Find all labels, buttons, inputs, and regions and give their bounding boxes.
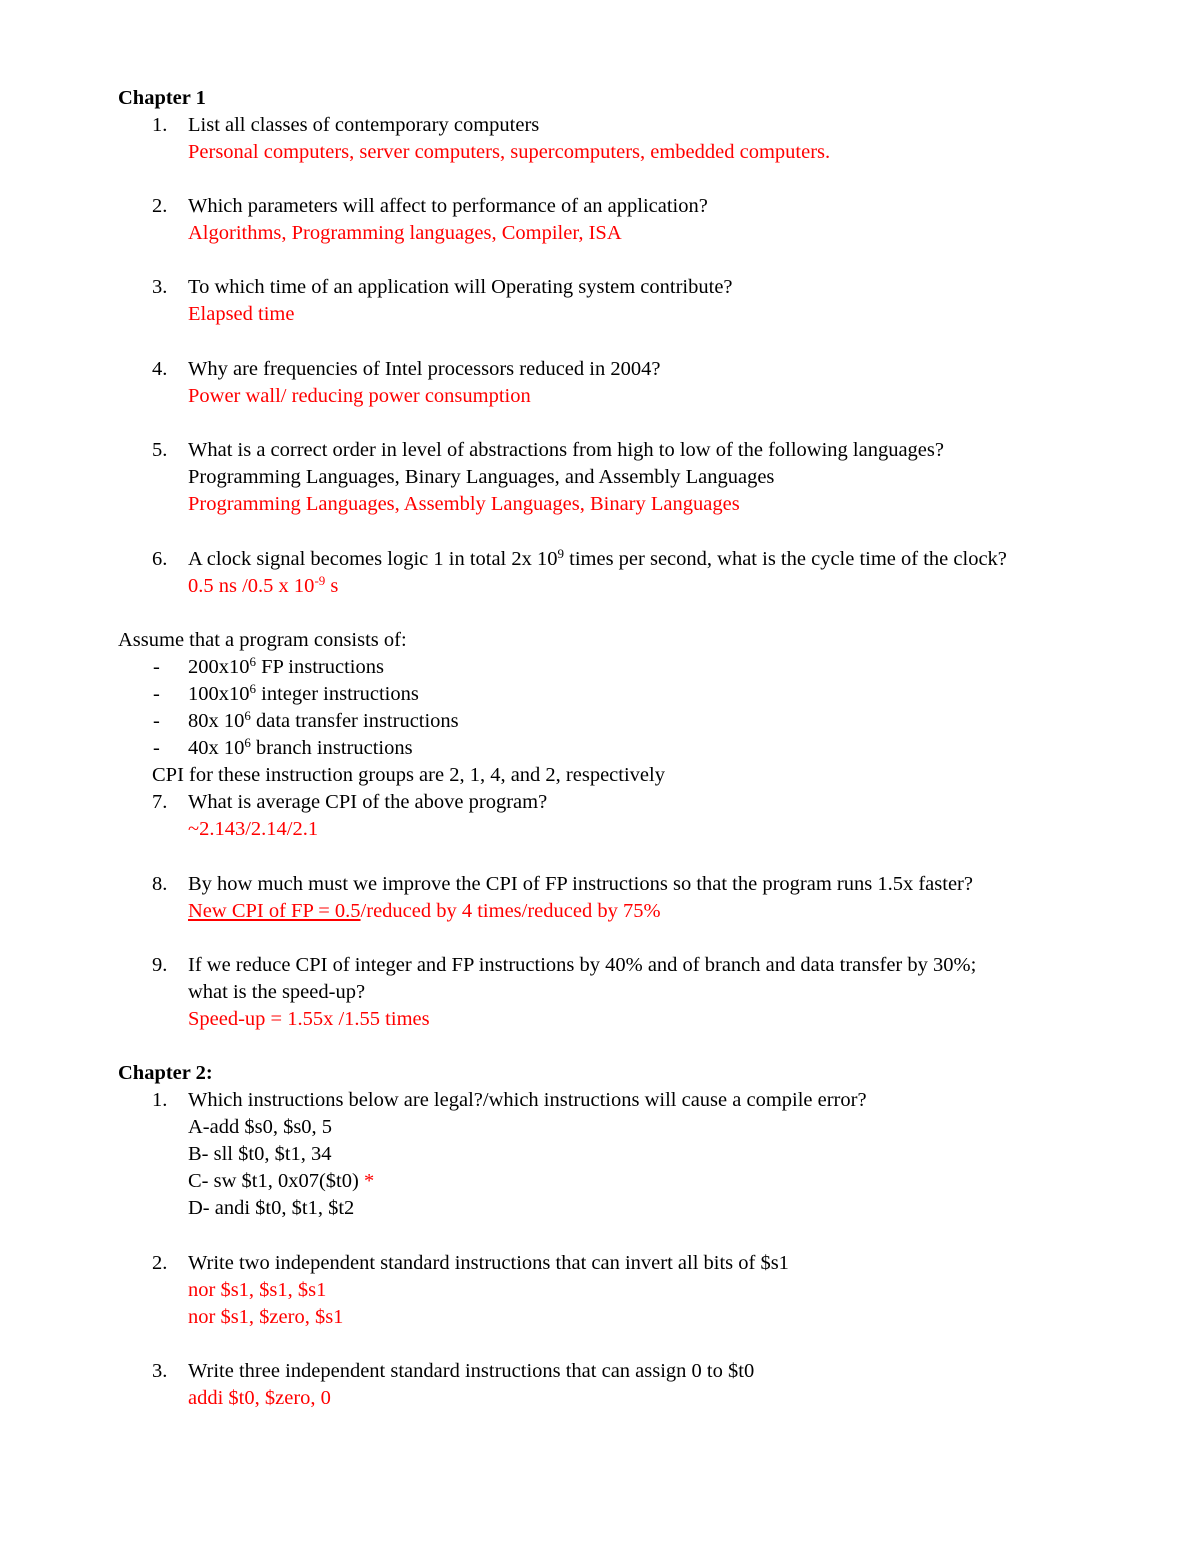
answer-text: nor $s1, $zero, $s1 bbox=[188, 1306, 344, 1328]
question-text: Write three independent standard instructions that can assign 0 to $t0 bbox=[188, 1360, 755, 1382]
answer-underlined: New CPI of FP = 0.5 bbox=[188, 900, 361, 922]
question-text: To which time of an application will Operating system contribute? bbox=[188, 276, 733, 298]
question-number: 4. bbox=[152, 358, 168, 380]
question-number: 9. bbox=[152, 954, 168, 976]
question-text: Which parameters will affect to performance of an application? bbox=[188, 195, 708, 217]
answer-text: Programming Languages, Assembly Languages, Binary Languages bbox=[188, 493, 740, 515]
question-text: If we reduce CPI of integer and FP instructions by 40% and of branch and data transfer by 30%; bbox=[188, 954, 977, 976]
chapter2-heading: Chapter 2: bbox=[118, 1062, 213, 1084]
chapter1-heading: Chapter 1 bbox=[118, 87, 206, 109]
answer-mark: * bbox=[358, 1170, 375, 1192]
question-number: 2. bbox=[152, 195, 168, 217]
answer-text: Elapsed time bbox=[188, 303, 295, 325]
question-text-continued: what is the speed-up? bbox=[188, 981, 366, 1003]
bullet-dash: - bbox=[153, 656, 160, 678]
answer-text: ~2.143/2.14/2.1 bbox=[188, 818, 319, 840]
question-number: 5. bbox=[152, 439, 168, 461]
question-number: 8. bbox=[152, 873, 168, 895]
answer-text: New CPI of FP = 0.5/reduced by 4 times/reduced by 75% bbox=[188, 900, 661, 922]
answer-text: Algorithms, Programming languages, Compiler, ISA bbox=[188, 222, 622, 244]
bullet-dash: - bbox=[153, 710, 160, 732]
bullet-item: 80x $10^6$ data transfer instructions bbox=[188, 708, 459, 732]
question-text: What is a correct order in level of abstractions from high to low of the following languages? bbox=[188, 439, 944, 461]
option-c: C- sw $t1, 0x07($t0) * bbox=[188, 1170, 375, 1192]
option-d: D- andi $t0, $t1, $t2 bbox=[188, 1197, 355, 1219]
answer-text: 0.5 ns /0.5 x $10^{-9}$ s bbox=[188, 573, 339, 597]
question-text-continued: Programming Languages, Binary Languages, and Assembly Languages bbox=[188, 466, 775, 488]
question-number: 2. bbox=[152, 1252, 168, 1274]
option-b: B- sll $t0, $t1, 34 bbox=[188, 1143, 332, 1165]
question-number: 6. bbox=[152, 548, 168, 570]
question-number: 1. bbox=[152, 114, 168, 136]
cpi-note: CPI for these instruction groups are 2, 1, 4, and 2, respectively bbox=[152, 764, 665, 786]
question-text: List all classes of contemporary computers bbox=[188, 114, 540, 136]
answer-text: Speed-up = 1.55x /1.55 times bbox=[188, 1008, 430, 1030]
question-text: What is average CPI of the above program? bbox=[188, 791, 548, 813]
question-text: By how much must we improve the CPI of FP instructions so that the program runs 1.5x faster? bbox=[188, 873, 973, 895]
program-intro: Assume that a program consists of: bbox=[118, 629, 407, 651]
answer-text: addi $t0, $zero, 0 bbox=[188, 1387, 331, 1409]
bullet-item: 40x $10^6$ branch instructions bbox=[188, 735, 413, 759]
question-text: Why are frequencies of Intel processors reduced in 2004? bbox=[188, 358, 661, 380]
answer-text: Personal computers, server computers, supercomputers, embedded computers. bbox=[188, 141, 831, 163]
question-text: Write two independent standard instructions that can invert all bits of $s1 bbox=[188, 1252, 789, 1274]
answer-text: Power wall/ reducing power consumption bbox=[188, 385, 531, 407]
question-number: 3. bbox=[152, 1360, 168, 1382]
question-number: 3. bbox=[152, 276, 168, 298]
bullet-dash: - bbox=[153, 737, 160, 759]
question-number: 7. bbox=[152, 791, 168, 813]
bullet-dash: - bbox=[153, 683, 160, 705]
bullet-item: $100x10^6$ integer instructions bbox=[188, 681, 419, 705]
bullet-item: $200x10^6$ FP instructions bbox=[188, 654, 384, 678]
option-a: A-add $s0, $s0, 5 bbox=[188, 1116, 333, 1138]
question-text: A clock signal becomes logic 1 in total 2x $10^9$ times per second, what is the cycle time of the clock? bbox=[188, 546, 1007, 570]
question-number: 1. bbox=[152, 1089, 168, 1111]
answer-text: nor $s1, $s1, $s1 bbox=[188, 1279, 327, 1301]
question-text: Which instructions below are legal?/which instructions will cause a compile error? bbox=[188, 1089, 867, 1111]
